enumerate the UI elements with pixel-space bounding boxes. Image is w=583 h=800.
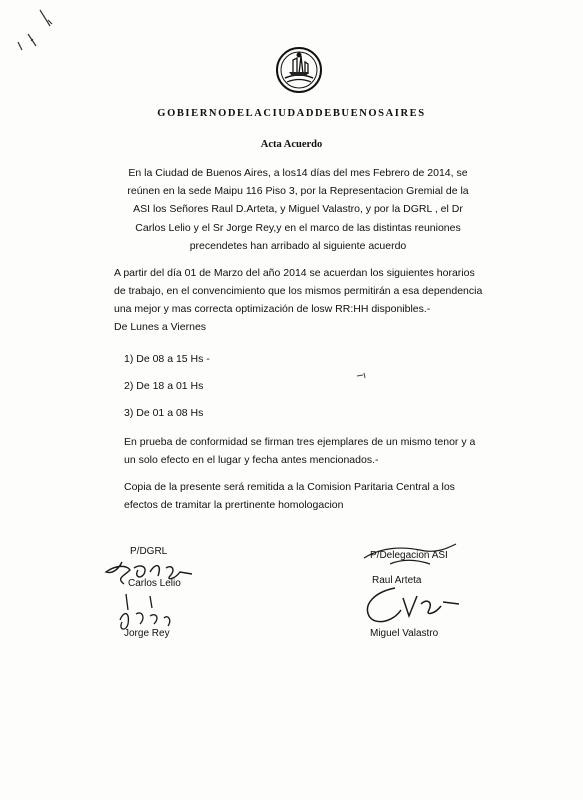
schedule-paragraph: A partir del día 01 de Marzo del año 2014 se acuerdan los siguientes horarios de trabajo, en el convencimiento que los mismos permitirán a esa dependencia una mejor y mas correcta optimización de losw RR:HH disponibles.- [114,267,483,316]
shift-item: 1) De 08 a 15 Hs - [124,353,210,365]
copy-paragraph: Copia de la presente será remitida a la Comision Paritaria Central a los efectos de tramitar la prertinente homologacion [124,481,455,512]
scan-speck-icon [355,372,369,380]
right-signer-2: Miguel Valastro [370,628,439,639]
right-signer-1: Raul Arteta [372,575,422,586]
opening-paragraph: En la Ciudad de Buenos Aires, a los14 días del mes Febrero de 2014, se reúnen en la sede Maipu 116 Piso 3, por la Representacion Gremial de la ASI los Señores Raul D.Arteta, y Miguel Valastro, y por la DGRL , el Dr Carlos Lelio y el Sr Jorge Rey,y en el marco de las distintas reuniones precendetes han arribado al siguiente acuerdo [127,167,469,252]
left-signer-1: Carlos Lelio [128,578,181,589]
document-title: Acta Acuerdo [260,139,323,150]
government-header: GOBIERNODELACIUDADDEBUENOSAIRES [157,108,426,119]
days-label: De Lunes a Viernes [114,321,207,333]
conformity-paragraph: En prueba de conformidad se firman tres ejemplares de un mismo tenor y a un solo efecto en el lugar y fecha antes mencionados.- [124,436,476,467]
left-party-label: P/DGRL [130,546,168,557]
scan-marks-icon [8,6,68,66]
shift-item: 3) De 01 a 08 Hs [124,407,204,419]
right-party-label: P/Delegacion ASI [370,550,448,561]
city-coat-of-arms-icon [275,46,323,94]
shift-item: 2) De 18 a 01 Hs [124,380,204,392]
signature-miguel-valastro-icon [355,582,475,628]
left-signer-2: Jorge Rey [124,628,170,639]
